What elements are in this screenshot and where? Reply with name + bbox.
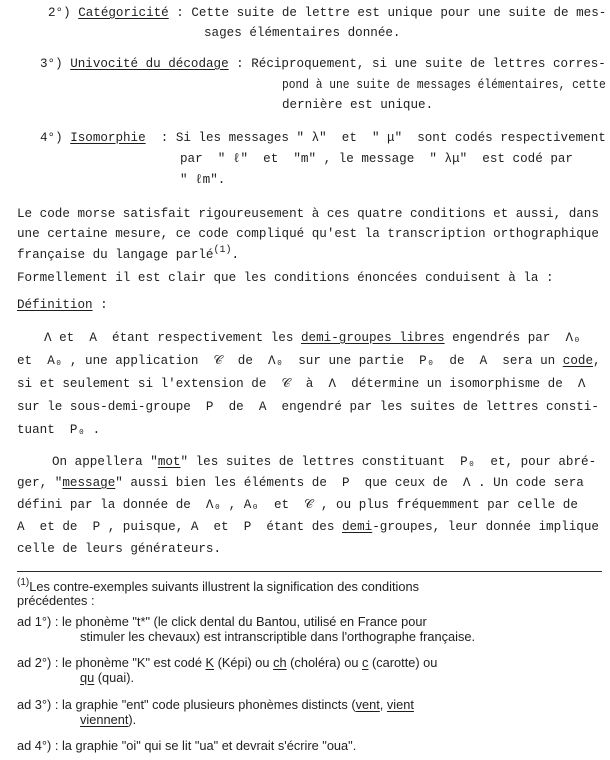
para-3-line-2: ger, "message" aussi bien les éléments de P que ceux de Λ . Un code sera [17,476,584,490]
para-3-line-5: celle de leurs générateurs. [17,542,222,556]
condition-3-line-1 [40,55,606,74]
definition-line-1: Λ et A étant respectivement les demi-groupes libres engendrés par Λ₀ [44,331,581,345]
para-1-line-2: une certaine mesure, ce code compliqué qu'est la transcription orthographique [17,227,599,241]
footnote-ad2-line-1: ad 2°) : le phonème "K" est codé K (Képi) ou ch (choléra) ou c (carotte) ou [17,655,438,670]
footnote-ad1-line-2: stimuler les chevaux) est intranscriptible dans l'orthographe française. [80,629,476,644]
definition-line-2: et A₀ , une application 𝒞 de Λ₀ sur une partie P₀ de A sera un code, [17,354,601,368]
definition-heading: Définition : [17,298,108,312]
para-1-line-3: française du langage parlé$^{(1)}$. [17,245,240,262]
term-demi-groupes-libres: demi-groupes libres [300,331,445,345]
definition-line-3: si et seulement si l'extension de 𝒞 à Λ détermine un isomorphisme de Λ [17,377,586,391]
para-3-line-3: défini par la donnée de Λ₀ , A₀ et 𝒞 , ou plus fréquemment par celle de [17,498,578,512]
condition-2-line-1 [48,4,606,23]
condition-2-line-2: sages élémentaires donnée. [204,26,401,40]
footnote-ad3-line-2: viennent). [80,712,137,727]
footnote-ad1-line-1: ad 1°) : le phonème "t*" (le click dental du Bantou, utilisé en France pour [17,614,427,629]
condition-3-title: Univocité du décodage [70,57,229,71]
condition-3-number: 3°) [40,57,63,71]
condition-4-title: Isomorphie [70,131,146,145]
footnote-ref: (1) [213,245,232,256]
term-demi: demi [341,520,373,534]
footnote-separator [17,571,602,572]
condition-2-title: Catégoricité [78,6,169,20]
condition-3-line-2: pond à une suite de messages élémentaires, cette [282,78,606,92]
term-message: message [62,476,116,490]
para-3-line-4: A et de P , puisque, A et P étant des demi-groupes, leur donnée implique [17,520,599,534]
footnote-intro-line-2: précédentes : [17,593,95,608]
footnote-ad4: ad 4°) : la graphie "oi" qui se lit "ua" et devrait s'écrire "oua". [17,738,357,753]
condition-4-line-1 [40,129,606,148]
definition-line-4: sur le sous-demi-groupe P de A engendré par les suites de lettres consti- [17,400,599,414]
footnote-intro-line-1: $^{(1)}$Les contre-exemples suivants illustrent la signification des conditions [17,577,420,594]
para-1-line-1: Le code morse satisfait rigoureusement à ces quatre conditions et aussi, dans [17,207,599,221]
condition-4-text: : Si les messages " λ" et " μ" sont codés respectivement [145,131,606,145]
term-mot: mot [157,455,181,469]
para-3-line-1: On appellera "mot" les suites de lettres constituant P₀ et, pour abré- [52,455,597,469]
condition-3-line-3: dernière est unique. [282,98,434,112]
definition-line-5: tuant P₀ . [17,423,101,437]
condition-4-line-3: " ℓm". [180,173,226,187]
footnote-ad2-line-2: qu (quai). [80,670,135,685]
para-2: Formellement il est clair que les conditions énoncées conduisent à la : [17,271,554,285]
condition-4-line-2: par " ℓ" et "m" , le message " λμ" est codé par [180,152,573,166]
condition-4-number: 4°) [40,131,63,145]
condition-3-text: : Réciproquement, si une suite de lettres corres- [228,57,606,71]
condition-2-text: : Cette suite de lettre est unique pour une suite de mes- [168,6,607,20]
condition-2-number: 2°) [48,6,71,20]
term-code: code [562,354,593,368]
footnote-ad3-line-1: ad 3°) : la graphie "ent" code plusieurs phonèmes distincts (vent, vient [17,697,414,712]
